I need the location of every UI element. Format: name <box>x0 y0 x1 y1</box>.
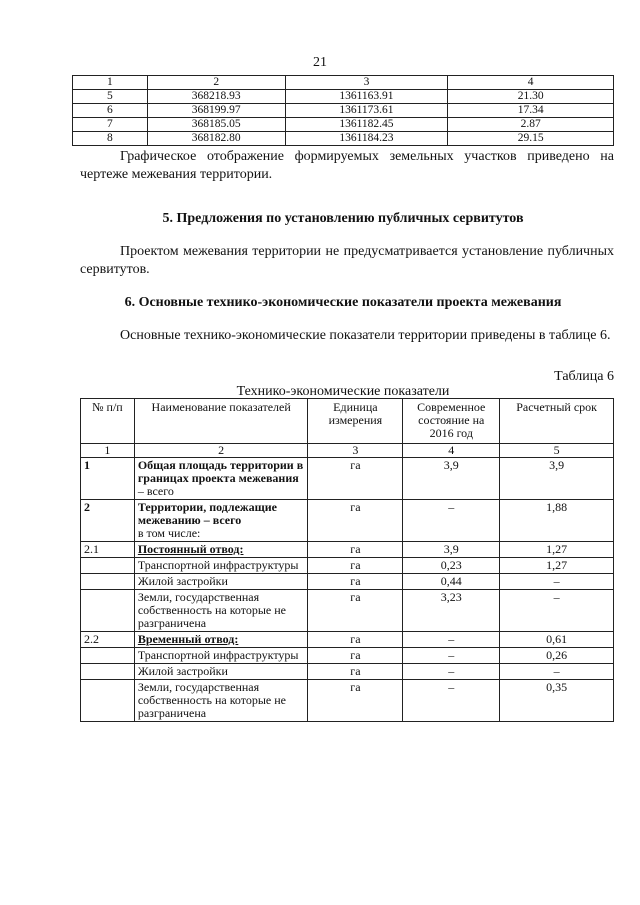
page-number: 21 <box>313 55 327 70</box>
table-cell: 1361184.23 <box>285 132 448 146</box>
section-5-heading: 5. Предложения по установлению публичных сервитутов <box>162 211 524 226</box>
table-row <box>81 680 614 722</box>
table-cell-current: 0,44 <box>403 574 500 590</box>
table-header-cell: Наименование показателей <box>134 399 308 444</box>
name-bold: Территории, подлежащие межеванию – всего <box>137 500 277 527</box>
coordinates-table <box>72 75 614 146</box>
table-cell-current: – <box>403 632 500 648</box>
table-cell: 368185.05 <box>147 118 285 132</box>
name-bold: Постоянный отвод: <box>137 542 244 556</box>
table-header-row <box>73 76 614 90</box>
table-cell-unit: га <box>308 542 403 558</box>
table-cell: 368218.93 <box>147 90 285 104</box>
table-header-cell: № п/п <box>81 399 135 444</box>
paragraph-easements: Проектом межевания территории не предусматривается установление публичных сервитутов. <box>80 244 614 277</box>
table-row <box>73 132 614 146</box>
table-cell-planned: – <box>500 590 614 632</box>
table-cell-planned: 1,27 <box>500 558 614 574</box>
table-column-numbers-row <box>81 444 614 458</box>
table-cell-current: – <box>403 648 500 664</box>
table-row <box>81 632 614 648</box>
table-number-label: Таблица 6 <box>554 369 614 384</box>
table-cell-planned: 0,35 <box>500 680 614 722</box>
table-cell: 8 <box>73 132 148 146</box>
table-cell-name: Земли, государственная собственность на которые не разграничена <box>134 680 308 722</box>
table-cell-unit: га <box>308 500 403 542</box>
table-cell-unit: га <box>308 574 403 590</box>
table-cell-num <box>81 590 135 632</box>
table-row <box>81 590 614 632</box>
table-cell-name: Жилой застройки <box>134 574 308 590</box>
table-cell-name <box>134 500 308 542</box>
table-cell-num <box>81 574 135 590</box>
table-caption: Технико-экономические показатели <box>236 384 450 399</box>
table-cell: 5 <box>73 90 148 104</box>
name-rest: – всего <box>137 484 174 498</box>
table-cell-num: 2.2 <box>81 632 135 648</box>
table-row <box>73 90 614 104</box>
table-header-cell: Современное состояние на 2016 год <box>403 399 500 444</box>
table-cell: 5 <box>500 444 614 458</box>
table-cell-current: 3,9 <box>403 458 500 500</box>
table-row <box>81 542 614 558</box>
table-cell-unit: га <box>308 648 403 664</box>
table-cell-unit: га <box>308 458 403 500</box>
table-cell-num <box>81 558 135 574</box>
table-header-cell: 3 <box>285 76 448 90</box>
table-cell-current: 3,9 <box>403 542 500 558</box>
table-cell-unit: га <box>308 590 403 632</box>
table-row <box>81 664 614 680</box>
table-cell-num: 1 <box>81 458 135 500</box>
table-header-cell: 4 <box>448 76 614 90</box>
table-cell: 368182.80 <box>147 132 285 146</box>
table-cell-current: 3,23 <box>403 590 500 632</box>
table-cell-num <box>81 664 135 680</box>
table-row <box>81 648 614 664</box>
table-row <box>81 500 614 542</box>
table-cell-planned: 0,26 <box>500 648 614 664</box>
table-cell-current: – <box>403 664 500 680</box>
name-bold: Временный отвод: <box>137 632 239 646</box>
table-row <box>73 118 614 132</box>
table-cell-unit: га <box>308 632 403 648</box>
table-cell: 7 <box>73 118 148 132</box>
name-bold: Общая площадь территории в границах проекта межевания <box>137 458 304 485</box>
table-cell-planned: 1,27 <box>500 542 614 558</box>
table-cell-current: 0,23 <box>403 558 500 574</box>
table-cell: 1361173.61 <box>285 104 448 118</box>
table-cell-name <box>134 632 308 648</box>
table-cell-planned: – <box>500 574 614 590</box>
table-cell-planned: 3,9 <box>500 458 614 500</box>
table-cell-planned: 0,61 <box>500 632 614 648</box>
table-header-cell: Расчетный срок <box>500 399 614 444</box>
table-cell: 1361163.91 <box>285 90 448 104</box>
section-6-heading: 6. Основные технико-экономические показатели проекта межевания <box>124 295 562 310</box>
table-header-cell: Единица измерения <box>308 399 403 444</box>
table-cell-num <box>81 648 135 664</box>
table-cell-name: Жилой застройки <box>134 664 308 680</box>
paragraph-indicators: Основные технико-экономические показатели территории приведены в таблице 6. <box>120 328 611 343</box>
table-cell: 3 <box>308 444 403 458</box>
table-cell: 6 <box>73 104 148 118</box>
paragraph-graphic-display: Графическое отображение формируемых земельных участков приведено на чертеже межевания территории. <box>80 149 614 182</box>
table-cell-name: Транспортной инфраструктуры <box>134 648 308 664</box>
table-row <box>81 574 614 590</box>
table-cell-current: – <box>403 500 500 542</box>
table-cell: 17.34 <box>448 104 614 118</box>
table-header-cell: 1 <box>73 76 148 90</box>
table-cell-planned: – <box>500 664 614 680</box>
name-rest: в том числе: <box>137 526 201 540</box>
table-cell-unit: га <box>308 558 403 574</box>
table-cell-name: Транспортной инфраструктуры <box>134 558 308 574</box>
table-cell: 21.30 <box>448 90 614 104</box>
table-cell: 2 <box>134 444 308 458</box>
table-header-cell: 2 <box>147 76 285 90</box>
table-cell-name <box>134 542 308 558</box>
table-cell: 2.87 <box>448 118 614 132</box>
table-cell-name: Земли, государственная собственность на которые не разграничена <box>134 590 308 632</box>
table-row <box>81 458 614 500</box>
table-cell-planned: 1,88 <box>500 500 614 542</box>
table-cell-num: 2.1 <box>81 542 135 558</box>
table-cell-unit: га <box>308 664 403 680</box>
table-cell: 4 <box>403 444 500 458</box>
table-cell-num <box>81 680 135 722</box>
table-cell: 1361182.45 <box>285 118 448 132</box>
table-cell: 29.15 <box>448 132 614 146</box>
table-row <box>73 104 614 118</box>
table-cell: 368199.97 <box>147 104 285 118</box>
table-cell-current: – <box>403 680 500 722</box>
table-header-row <box>81 399 614 444</box>
table-cell-unit: га <box>308 680 403 722</box>
table-cell-name <box>134 458 308 500</box>
indicators-table <box>80 398 614 722</box>
table-row <box>81 558 614 574</box>
table-cell-num: 2 <box>81 500 135 542</box>
table-cell: 1 <box>81 444 135 458</box>
